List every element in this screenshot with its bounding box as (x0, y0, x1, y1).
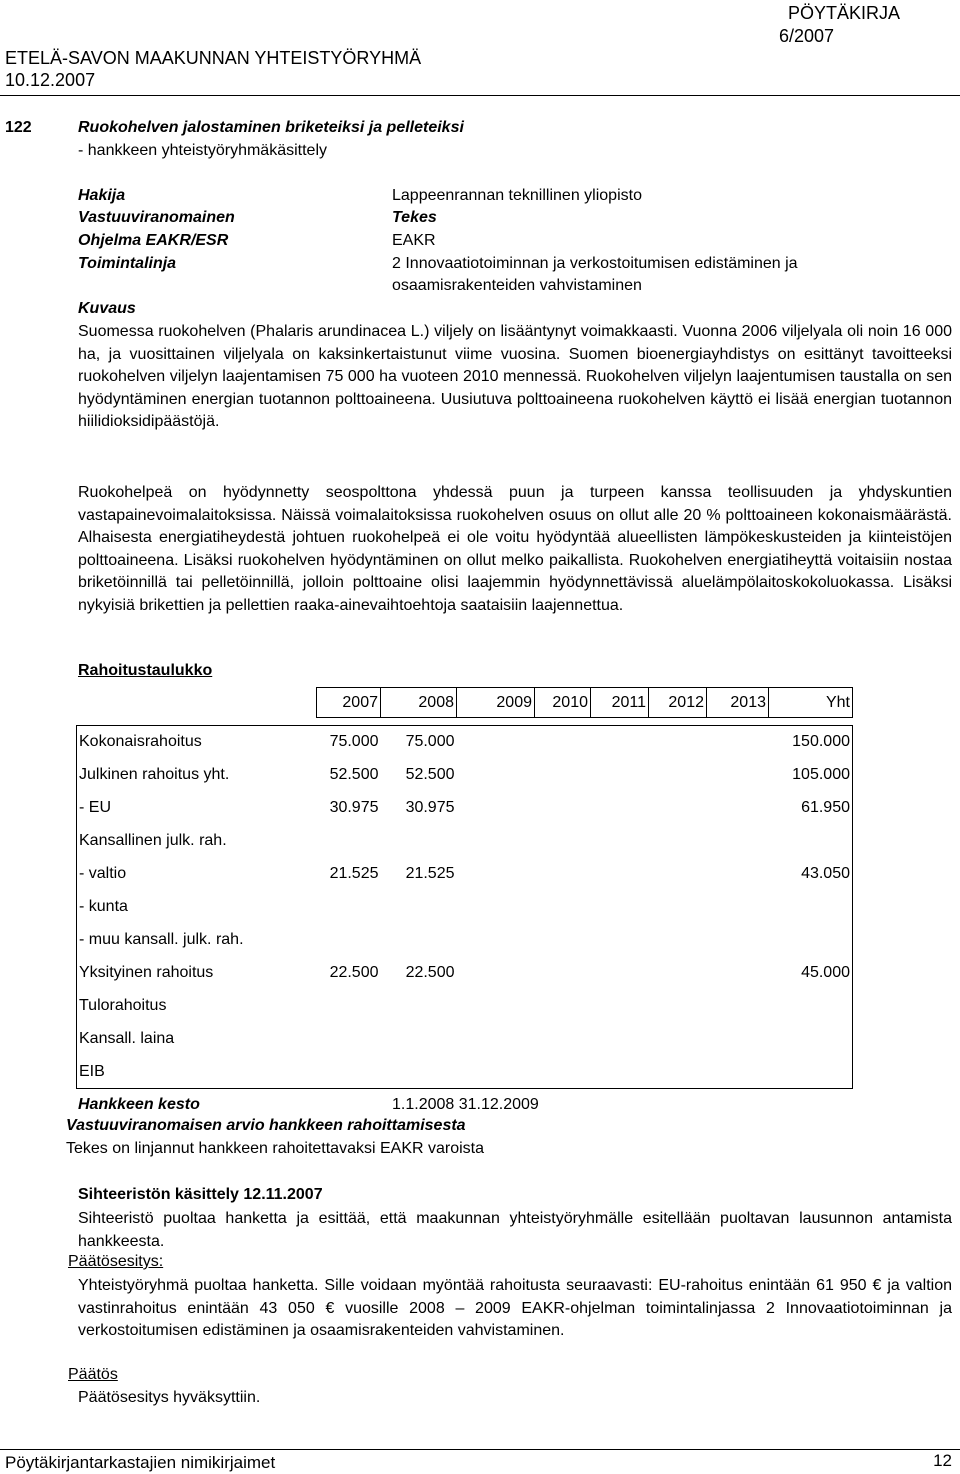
cell-value (457, 1023, 535, 1056)
cell-value: 21.525 (329, 865, 379, 882)
table-row (77, 924, 853, 957)
cell-value: 75.000 (317, 726, 381, 759)
cell-value (707, 726, 769, 759)
cell-value (535, 759, 591, 792)
cell-value (649, 825, 707, 858)
cell-value (317, 1056, 381, 1089)
cell-value (457, 924, 535, 957)
cell-value (317, 1023, 381, 1056)
cell-total: 105.000 (769, 759, 853, 792)
cell-value (381, 825, 457, 858)
cell-total: 61.950 (769, 792, 853, 825)
signatures-label: Pöytäkirjantarkastajien nimikirjaimet (5, 1453, 276, 1472)
cell-value (707, 1023, 769, 1056)
cell-value (591, 858, 649, 891)
cell-value (535, 792, 591, 825)
cell-value (535, 726, 591, 759)
cell-value (381, 990, 457, 1023)
doc-type: PÖYTÄKIRJA (787, 3, 900, 23)
cell-value (535, 957, 591, 990)
table-row (77, 759, 853, 792)
cell-value (381, 924, 457, 957)
cell-value (649, 759, 707, 792)
table-row (77, 957, 853, 990)
priority-axis-value-cont: osaamisrakenteiden vahvistaminen (392, 277, 642, 294)
header-divider (0, 95, 960, 96)
cell-value (317, 825, 381, 858)
applicant-value: Lappeenrannan teknillinen yliopisto (392, 187, 642, 204)
year-header: 2008 (381, 688, 457, 718)
cell-value (649, 924, 707, 957)
table-row (77, 825, 853, 858)
row-label: - EU (77, 792, 317, 825)
cell-value (535, 990, 591, 1023)
table-row (77, 1056, 853, 1089)
cell-total: 150.000 (769, 726, 853, 759)
row-label: - kunta (77, 891, 317, 924)
cell-value (457, 1056, 535, 1089)
cell-value (649, 858, 707, 891)
cell-value (535, 924, 591, 957)
year-header: 2009 (457, 688, 535, 718)
cell-value: 52.500 (329, 766, 379, 783)
page-number: 12 (933, 1451, 952, 1470)
cell-value (649, 792, 707, 825)
row-label: Yksityinen rahoitus (77, 957, 317, 990)
cell-value (535, 825, 591, 858)
applicant-label: Hakija (78, 187, 126, 204)
cell-value (707, 759, 769, 792)
cell-total (769, 891, 853, 924)
cell-value (649, 726, 707, 759)
year-header: 2011 (591, 688, 649, 718)
cell-value (457, 891, 535, 924)
cell-value (535, 891, 591, 924)
cell-total (769, 825, 853, 858)
secretariat-text: Sihteeristö puoltaa hanketta ja esittää, että maakunnan yhteistyöryhmälle esitellään puoltavan lausunnon antamista hankkeesta. (78, 1210, 952, 1250)
total-header: Yht (769, 688, 853, 718)
cell-value (591, 759, 649, 792)
table-row (77, 1023, 853, 1056)
cell-value (457, 792, 535, 825)
cell-value (591, 726, 649, 759)
cell-value (591, 1056, 649, 1089)
row-label: Tulorahoitus (77, 990, 317, 1023)
priority-axis-label: Toimintalinja (78, 255, 177, 272)
cell-value (535, 1023, 591, 1056)
cell-value (707, 1056, 769, 1089)
description-paragraph-2: Ruokohelpeä on hyödynnetty seospolttona yhdessä puun ja turpeen kanssa teollisuuden ja yhdyskuntien vastapainevoimalaitoksissa. Näissä voimalaitoksissa ruokohelven osuus on ollut alle 20 % polttoaineen kokonaismäärästä. Alhaisesta energiatiheydestä johtuen ruokohelpeä ei ole voitu hyödyntää alueellisten lämpökeskusteiden ja kiinteistöjen polttoaineena. Lisäksi ruokohelven hyödyntäminen on ollut melko paikallista. Ruokohelven energiatiheyttä voitaisiin nostaa briketöinnillä tai pelletöinnillä, jolloin polttoaine olisi laajemmin hyödynnettävissä aluelämpölaitoskokoluokassa. Lisäksi nykyisiä brikettien ja pellettien raaka-ainevaihtoehtoja saataisiin laajennettua. (78, 484, 952, 614)
section-number: 122 (5, 119, 32, 136)
row-label: Kansallinen julk. rah. (77, 825, 317, 858)
cell-value (457, 858, 535, 891)
cell-value (591, 924, 649, 957)
footer-divider (0, 1449, 960, 1450)
cell-value (707, 825, 769, 858)
cell-value (591, 1023, 649, 1056)
row-label: Kokonaisrahoitus (77, 726, 317, 759)
cell-total: 43.050 (769, 858, 853, 891)
cell-value (457, 990, 535, 1023)
table-row (77, 792, 853, 825)
cell-value (707, 891, 769, 924)
row-label: EIB (77, 1056, 317, 1089)
cell-value (317, 924, 381, 957)
duration-label: Hankkeen kesto (78, 1096, 200, 1113)
authority-assessment-text: Tekes on linjannut hankkeen rahoitettavaksi EAKR varoista (66, 1140, 485, 1157)
cell-value: 22.500 (329, 964, 379, 981)
table-row (77, 858, 853, 891)
cell-value: 22.500 (405, 964, 455, 981)
cell-total (769, 924, 853, 957)
cell-value (457, 726, 535, 759)
cell-value (591, 990, 649, 1023)
cell-value (707, 858, 769, 891)
duration-value: 1.1.2008 31.12.2009 (392, 1096, 539, 1113)
cell-value: 21.525 (405, 865, 455, 882)
secretariat-heading: Sihteeristön käsittely 12.11.2007 (78, 1186, 323, 1203)
decision-label: Päätös (68, 1366, 118, 1383)
cell-value (591, 825, 649, 858)
cell-value (707, 924, 769, 957)
cell-value (591, 792, 649, 825)
cell-value (707, 957, 769, 990)
cell-value (457, 759, 535, 792)
organization-name: ETELÄ-SAVON MAAKUNNAN YHTEISTYÖRYHMÄ (5, 48, 422, 68)
table-row (77, 891, 853, 924)
section-subtitle: - hankkeen yhteistyöryhmäkäsittely (78, 142, 327, 159)
cell-value (535, 858, 591, 891)
proposal-label: Päätösesitys: (68, 1253, 164, 1270)
row-label: Kansall. laina (77, 1023, 317, 1056)
proposal-text: Yhteistyöryhmä puoltaa hanketta. Sille voidaan myöntää rahoitusta seuraavasti: EU-rahoitus enintään 61 950 € ja valtion vastinrahoitus enintään 43 050 € vuosille 2008 – 2009 EAKR-ohjelman toimintalinjassa 2 Innovaatiotoiminnan ja verkostoitumisen edistäminen ja osaamisrakenteiden vahvistaminen. (78, 1277, 952, 1340)
table-row (77, 990, 853, 1023)
cell-value (535, 1056, 591, 1089)
cell-value (317, 891, 381, 924)
row-label: - valtio (77, 858, 317, 891)
cell-value (591, 957, 649, 990)
year-header: 2012 (649, 688, 707, 718)
cell-value (457, 825, 535, 858)
section-title: Ruokohelven jalostaminen briketeiksi ja pelleteiksi (78, 119, 464, 136)
cell-value: 30.975 (329, 799, 379, 816)
row-label: Julkinen rahoitus yht. (77, 759, 317, 792)
cell-value (591, 891, 649, 924)
cell-value (707, 990, 769, 1023)
cell-value (649, 891, 707, 924)
cell-value (649, 1023, 707, 1056)
cell-value (381, 891, 457, 924)
cell-value (381, 1023, 457, 1056)
cell-value (649, 1056, 707, 1089)
decision-text: Päätösesitys hyväksyttiin. (78, 1389, 261, 1406)
description-paragraph-1: Suomessa ruokohelven (Phalaris arundinacea L.) viljely on lisääntynyt voimakkaasti. Vuonna 2006 viljelyala oli noin 16 000 ha, ja vuosittainen viljelyala on kaksinkertaistunut viime vuosina. Suomen bioenergiayhdistys on esittänyt tavoitteeksi ruokohelven viljelyn laajentamisen 75 000 ha vuoteen 2010 mennessä. Ruokohelven viljelyn laajentumisen taustalla on sen hyödyntäminen energian tuotannon polttoaineena. Uusiutuva polttoaineena ruokohelven käyttö ei lisää energian tuotannon hiilidioksidipäästöjä. (78, 323, 952, 431)
authority-value: Tekes (392, 209, 437, 226)
table-row (77, 726, 853, 759)
authority-assessment-heading: Vastuuviranomaisen arvio hankkeen rahoittamisesta (66, 1117, 466, 1134)
cell-value (317, 990, 381, 1023)
cell-value: 75.000 (381, 726, 457, 759)
cell-value (649, 990, 707, 1023)
cell-value: 30.975 (405, 799, 455, 816)
program-label: Ohjelma EAKR/ESR (78, 232, 229, 249)
funding-table-heading: Rahoitustaulukko (78, 662, 213, 679)
funding-table (76, 687, 853, 1089)
authority-label: Vastuuviranomainen (78, 209, 235, 226)
cell-value (649, 957, 707, 990)
cell-value (457, 957, 535, 990)
cell-value (381, 1056, 457, 1089)
year-header: 2013 (707, 688, 769, 718)
description-label: Kuvaus (78, 300, 136, 317)
cell-total (769, 990, 853, 1023)
row-label: - muu kansall. julk. rah. (77, 924, 317, 957)
priority-axis-value: 2 Innovaatiotoiminnan ja verkostoitumisen edistäminen ja (392, 255, 798, 272)
doc-number: 6/2007 (778, 26, 834, 46)
program-value: EAKR (392, 232, 436, 249)
cell-total (769, 1056, 853, 1089)
year-header: 2010 (535, 688, 591, 718)
cell-total: 45.000 (769, 957, 853, 990)
cell-value: 52.500 (405, 766, 455, 783)
cell-total (769, 1023, 853, 1056)
year-header: 2007 (317, 688, 381, 718)
cell-value (707, 792, 769, 825)
meeting-date: 10.12.2007 (5, 70, 96, 90)
